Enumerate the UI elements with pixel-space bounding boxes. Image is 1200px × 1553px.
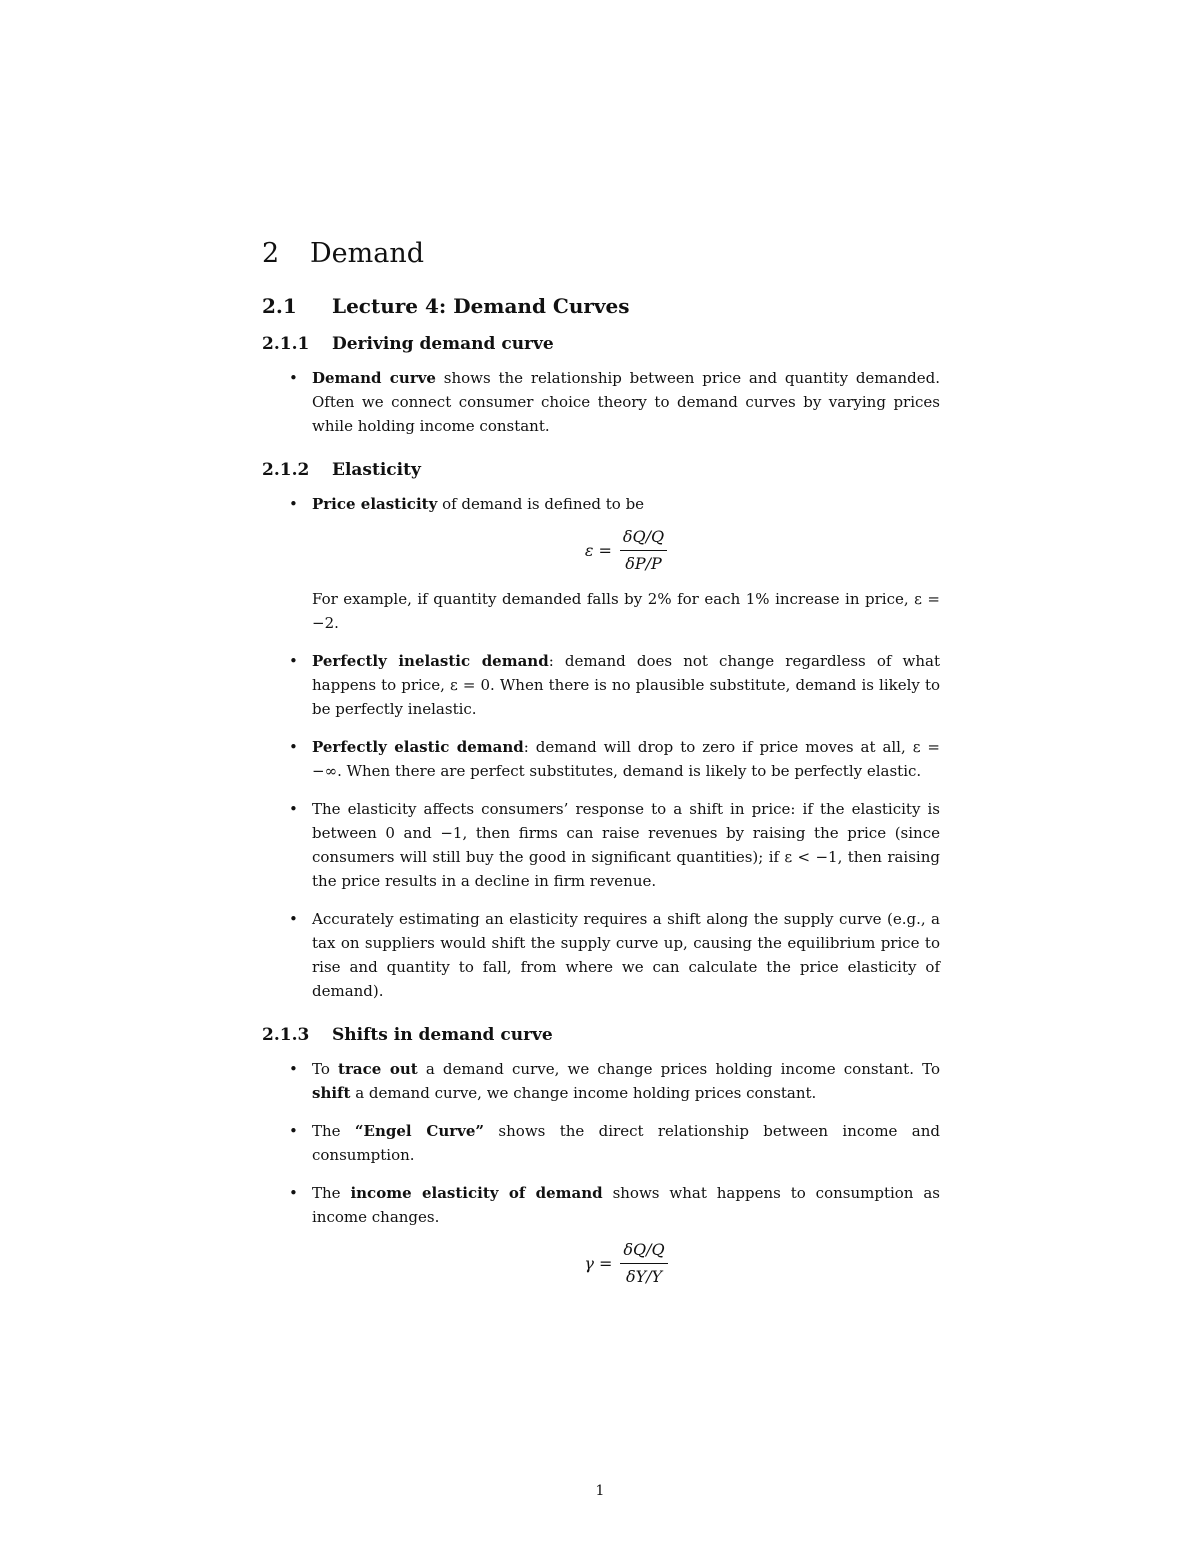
bullet-icon: • <box>289 652 298 670</box>
item-text: Accurately estimating an elasticity requires a shift along the supply curve (e.g., a tax on suppliers would shift the supply curve up, causing the equilibrium price to rise and quantity to fall, from where we can calculate the price elasticity of demand). <box>312 910 940 1000</box>
item-text: The <box>312 1184 351 1202</box>
term: shift <box>312 1084 351 1102</box>
item-text: : demand will drop to zero if price moves at all, ε = −∞. When there are perfect substitutes, demand is likely to be perfectly elastic. <box>312 738 940 780</box>
list-item <box>262 797 940 893</box>
bullet-list-shifts <box>262 1057 940 1288</box>
bullet-icon: • <box>289 738 298 756</box>
section-title: Demand <box>310 238 424 269</box>
term: Demand curve <box>312 369 436 387</box>
list-item <box>262 735 940 783</box>
equation-fraction <box>620 1239 667 1288</box>
item-text: The elasticity affects consumers’ response to a shift in price: if the elasticity is between 0 and −1, then firms can raise revenues by raising the price (since consumers will still buy the good in significant quantities); if ε < −1, then raising the price results in a decline in firm revenue. <box>312 800 940 890</box>
item-text: of demand is defined to be <box>437 495 645 513</box>
item-text: shows the direct relationship between income and consumption. <box>312 1122 940 1164</box>
subsubsection-number: 2.1.2 <box>262 460 310 480</box>
bullet-icon: • <box>289 910 298 928</box>
subsection-number: 2.1 <box>262 294 297 318</box>
equation-lhs: ε = <box>584 540 612 560</box>
equation-numerator: δQ/Q <box>620 1239 667 1264</box>
equation-lhs: γ = <box>584 1253 613 1273</box>
item-text: a demand curve, we change income holding prices constant. <box>350 1084 817 1102</box>
list-item <box>262 649 940 721</box>
section-heading <box>262 236 940 272</box>
subsection-title: Lecture 4: Demand Curves <box>332 294 630 318</box>
subsubsection-title: Deriving demand curve <box>332 334 554 354</box>
subsubsection-number: 2.1.1 <box>262 334 310 354</box>
list-item <box>262 1181 940 1288</box>
item-example-text: For example, if quantity demanded falls by 2% for each 1% increase in price, ε = −2. <box>312 590 940 632</box>
term: Perfectly elastic demand <box>312 738 524 756</box>
equation-price-elasticity <box>312 526 940 575</box>
bullet-icon: • <box>289 369 298 387</box>
subsubsection-number: 2.1.3 <box>262 1025 310 1045</box>
section-number: 2 <box>262 238 280 269</box>
item-text: shows what happens to consumption as income changes. <box>312 1184 941 1226</box>
equation-numerator: δQ/Q <box>620 526 667 551</box>
equation-denominator: δP/P <box>625 554 662 573</box>
list-item <box>262 492 940 635</box>
bullet-list-elasticity <box>262 492 940 1003</box>
item-text: : demand does not change regardless of what happens to price, ε = 0. When there is no plausible substitute, demand is likely to be perfectly inelastic. <box>312 652 940 718</box>
equation-fraction <box>620 526 667 575</box>
item-text: The <box>312 1122 355 1140</box>
list-item <box>262 366 940 438</box>
subsubsection-heading-elasticity <box>262 458 940 482</box>
subsubsection-heading-deriving <box>262 332 940 356</box>
document-page <box>262 236 940 1308</box>
item-text: To <box>312 1060 339 1078</box>
subsection-heading <box>262 292 940 320</box>
bullet-icon: • <box>289 1060 298 1078</box>
term: Perfectly inelastic demand <box>312 652 549 670</box>
subsubsection-heading-shifts <box>262 1023 940 1047</box>
bullet-icon: • <box>289 800 298 818</box>
list-item <box>262 907 940 1003</box>
subsubsection-title: Shifts in demand curve <box>332 1025 553 1045</box>
list-item <box>262 1119 940 1167</box>
equation-denominator: δY/Y <box>625 1267 663 1286</box>
item-text: shows the relationship between price and quantity demanded. Often we connect consumer choice theory to demand curves by varying prices while holding income constant. <box>312 369 940 435</box>
bullet-icon: • <box>289 1122 298 1140</box>
term: Price elasticity <box>312 495 438 513</box>
page-number: 1 <box>595 1483 605 1499</box>
bullet-icon: • <box>289 1184 298 1202</box>
term: “Engel Curve” <box>354 1122 485 1140</box>
subsubsection-title: Elasticity <box>332 460 421 480</box>
equation-income-elasticity <box>312 1239 940 1288</box>
term: trace out <box>338 1060 418 1078</box>
bullet-list-deriving <box>262 366 940 438</box>
term: income elasticity of demand <box>350 1184 603 1202</box>
item-text: a demand curve, we change prices holding income constant. To <box>417 1060 940 1078</box>
list-item <box>262 1057 940 1105</box>
bullet-icon: • <box>289 495 298 513</box>
